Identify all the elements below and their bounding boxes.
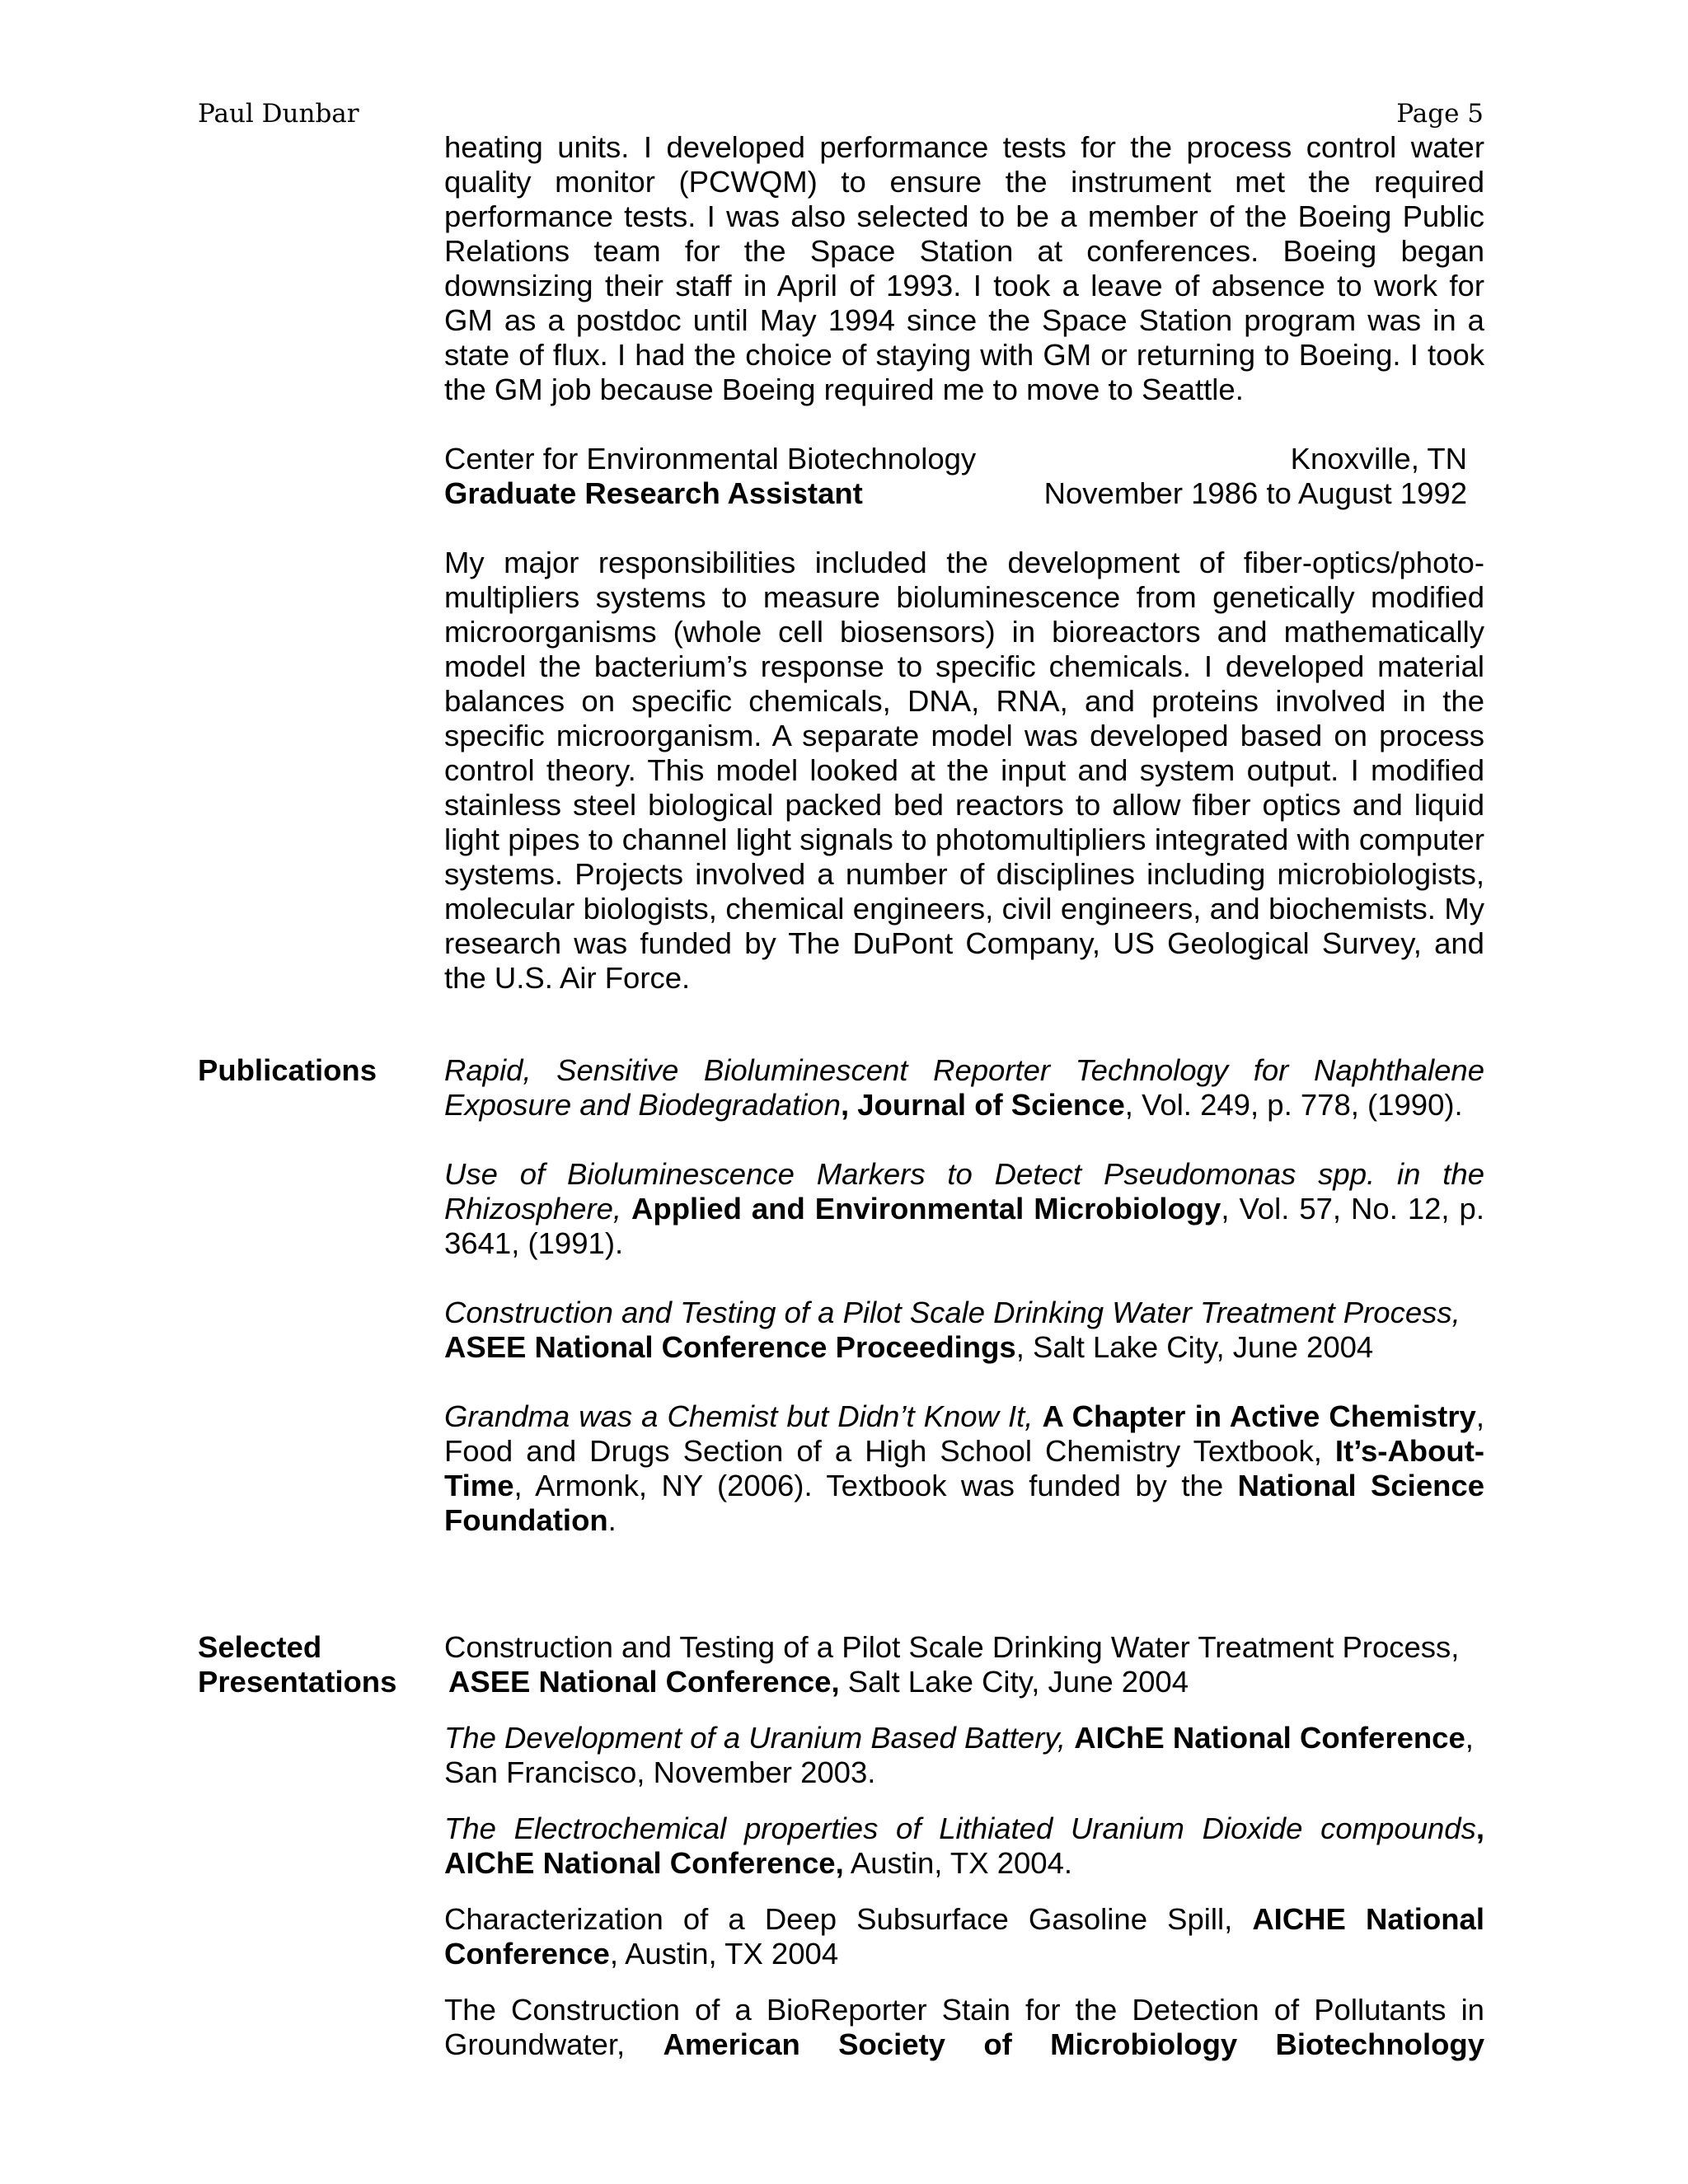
job-dates: November 1986 to August 1992 [1043,476,1467,510]
publication-details: , Vol. 249, p. 778, (1990). [1124,1088,1463,1122]
publication-item [444,1296,1484,1365]
job-description: My major responsibilities included the development of fiber-optics/photo-multipliers systems to measure bioluminescence from genetically modified microorganisms (whole cell biosensors) in bioreactors and mathematically model the bacterium’s response to specific chemicals. I developed material balances on specific chemicals, DNA, RNA, and proteins involved in the specific microorganism. A separate model was developed based on process control theory. This model looked at the input and system output. I modified stainless steel biological packed bed reactors to allow fiber optics and liquid light pipes to channel light signals to photomultipliers integrated with computer systems. Projects involved a number of disciplines including microbiologists, molecular biologists, chemical engineers, civil engineers, and biochemists. My research was funded by The DuPont Company, US Geological Survey, and the U.S. Air Force. [444,546,1484,995]
publication-title: Grandma was a Chemist but Didn’t Know It, [444,1399,1034,1433]
presentation-venue: ASEE National Conference, [448,1665,840,1699]
presentations-label [198,1630,396,1699]
publication-title: Rapid, Sensitive Bioluminescent Reporter Technology for Naphthalene Exposure and Biodegradation [444,1053,1484,1122]
header-page-number: Page 5 [1396,99,1484,129]
publication-publisher: It’s-About-Time [444,1434,1484,1502]
header-name: Paul Dunbar [198,99,359,129]
job-title: Graduate Research Assistant [444,476,863,510]
presentation-details: Austin, TX 2004. [843,1846,1073,1880]
presentation-item [444,1630,1484,1699]
presentation-details: , San Francisco, November 2003. [444,1721,1474,1789]
presentation-venue: AIChE National Conference [1074,1721,1465,1755]
publication-venue: A Chapter in Active Chemistry [1042,1399,1476,1433]
publication-details: , Food and Drugs Section of a High School Chemistry Textbook, [444,1399,1484,1468]
presentation-title: The Construction of a BioReporter Stain for the Detection of Pollutants in Groundwater, [444,1993,1484,2061]
presentation-item [444,1721,1484,1790]
presentation-title: Characterization of a Deep Subsurface Gasoline Spill, [444,1902,1233,1936]
presentation-item [444,1902,1484,1971]
presentation-venue: AICHE National Conference [444,1902,1484,1971]
publication-funder: National Science Foundation [444,1469,1485,1537]
job-location: Knoxville, TN [1290,442,1467,476]
presentation-venue: AIChE National Conference, [444,1846,844,1880]
job-employer-row [444,442,1484,476]
publication-item: Grandma was a Chemist but Didn’t Know It, A Chapter in Active Chemistry, Food and Drugs Section of a High School Chemistry Textbook, It’s-About-Time, Armonk, NY (2006). Textbook was funded by the National Science Foundation. [444,1399,1485,1537]
presentation-title: The Electrochemical properties of Lithiated Uranium Dioxide compounds [444,1811,1476,1845]
presentation-item [444,1993,1484,2062]
publication-venue: Applied and Environmental Microbiology [631,1192,1221,1226]
presentation-title: Construction and Testing of a Pilot Scale Drinking Water Treatment Process, [444,1630,1460,1664]
publication-details: , Vol. 57, No. 12, p. 3641, (1991). [444,1192,1484,1260]
publication-venue: ASEE National Conference Proceedings [444,1330,1016,1364]
presentation-details: , Austin, TX 2004 [609,1937,839,1971]
job-entry [444,442,1484,511]
job-employer: Center for Environmental Biotechnology [444,442,977,476]
presentation-item: The Electrochemical properties of Lithiated Uranium Dioxide compounds, AIChE National Conference, Austin, TX 2004. [444,1811,1484,1880]
publications-label: Publications [198,1053,377,1087]
presentation-venue: American Society of Microbiology Biotechnology [663,2027,1484,2061]
publication-item [444,1157,1484,1261]
presentations-label-line1: Selected [198,1630,322,1664]
publication-title: Use of Bioluminescence Markers to Detect Pseudomonas spp. in the Rhizosphere, [444,1157,1484,1226]
intro-paragraph: heating units. I developed performance tests for the process control water quality monitor (PCWQM) to ensure the instrument met the required performance tests. I was also selected to be a member of the Boeing Public Relations team for the Space Station at conferences. Boeing began downsizing their staff in April of 1993. I took a leave of absence to work for GM as a postdoc until May 1994 since the Space Station program was in a state of flux. I had the choice of staying with GM or returning to Boeing. I took the GM job because Boeing required me to move to Seattle. [444,130,1484,406]
publication-details: , Salt Lake City, June 2004 [1015,1330,1374,1364]
job-title-row [444,476,1484,511]
publication-item: Rapid, Sensitive Bioluminescent Reporter Technology for Naphthalene Exposure and Biodegradation, Journal of Science, Vol. 249, p. 778, (1990). [444,1053,1484,1122]
presentation-venue-line [444,1665,1484,1699]
presentations-label-line2: Presentations [198,1665,397,1699]
publication-title: Construction and Testing of a Pilot Scale Drinking Water Treatment Process, [444,1296,1461,1329]
presentation-details: Salt Lake City, June 2004 [839,1665,1189,1699]
publication-venue: Journal of Science [857,1088,1125,1122]
presentation-title: The Development of a Uranium Based Battery, [444,1721,1067,1755]
